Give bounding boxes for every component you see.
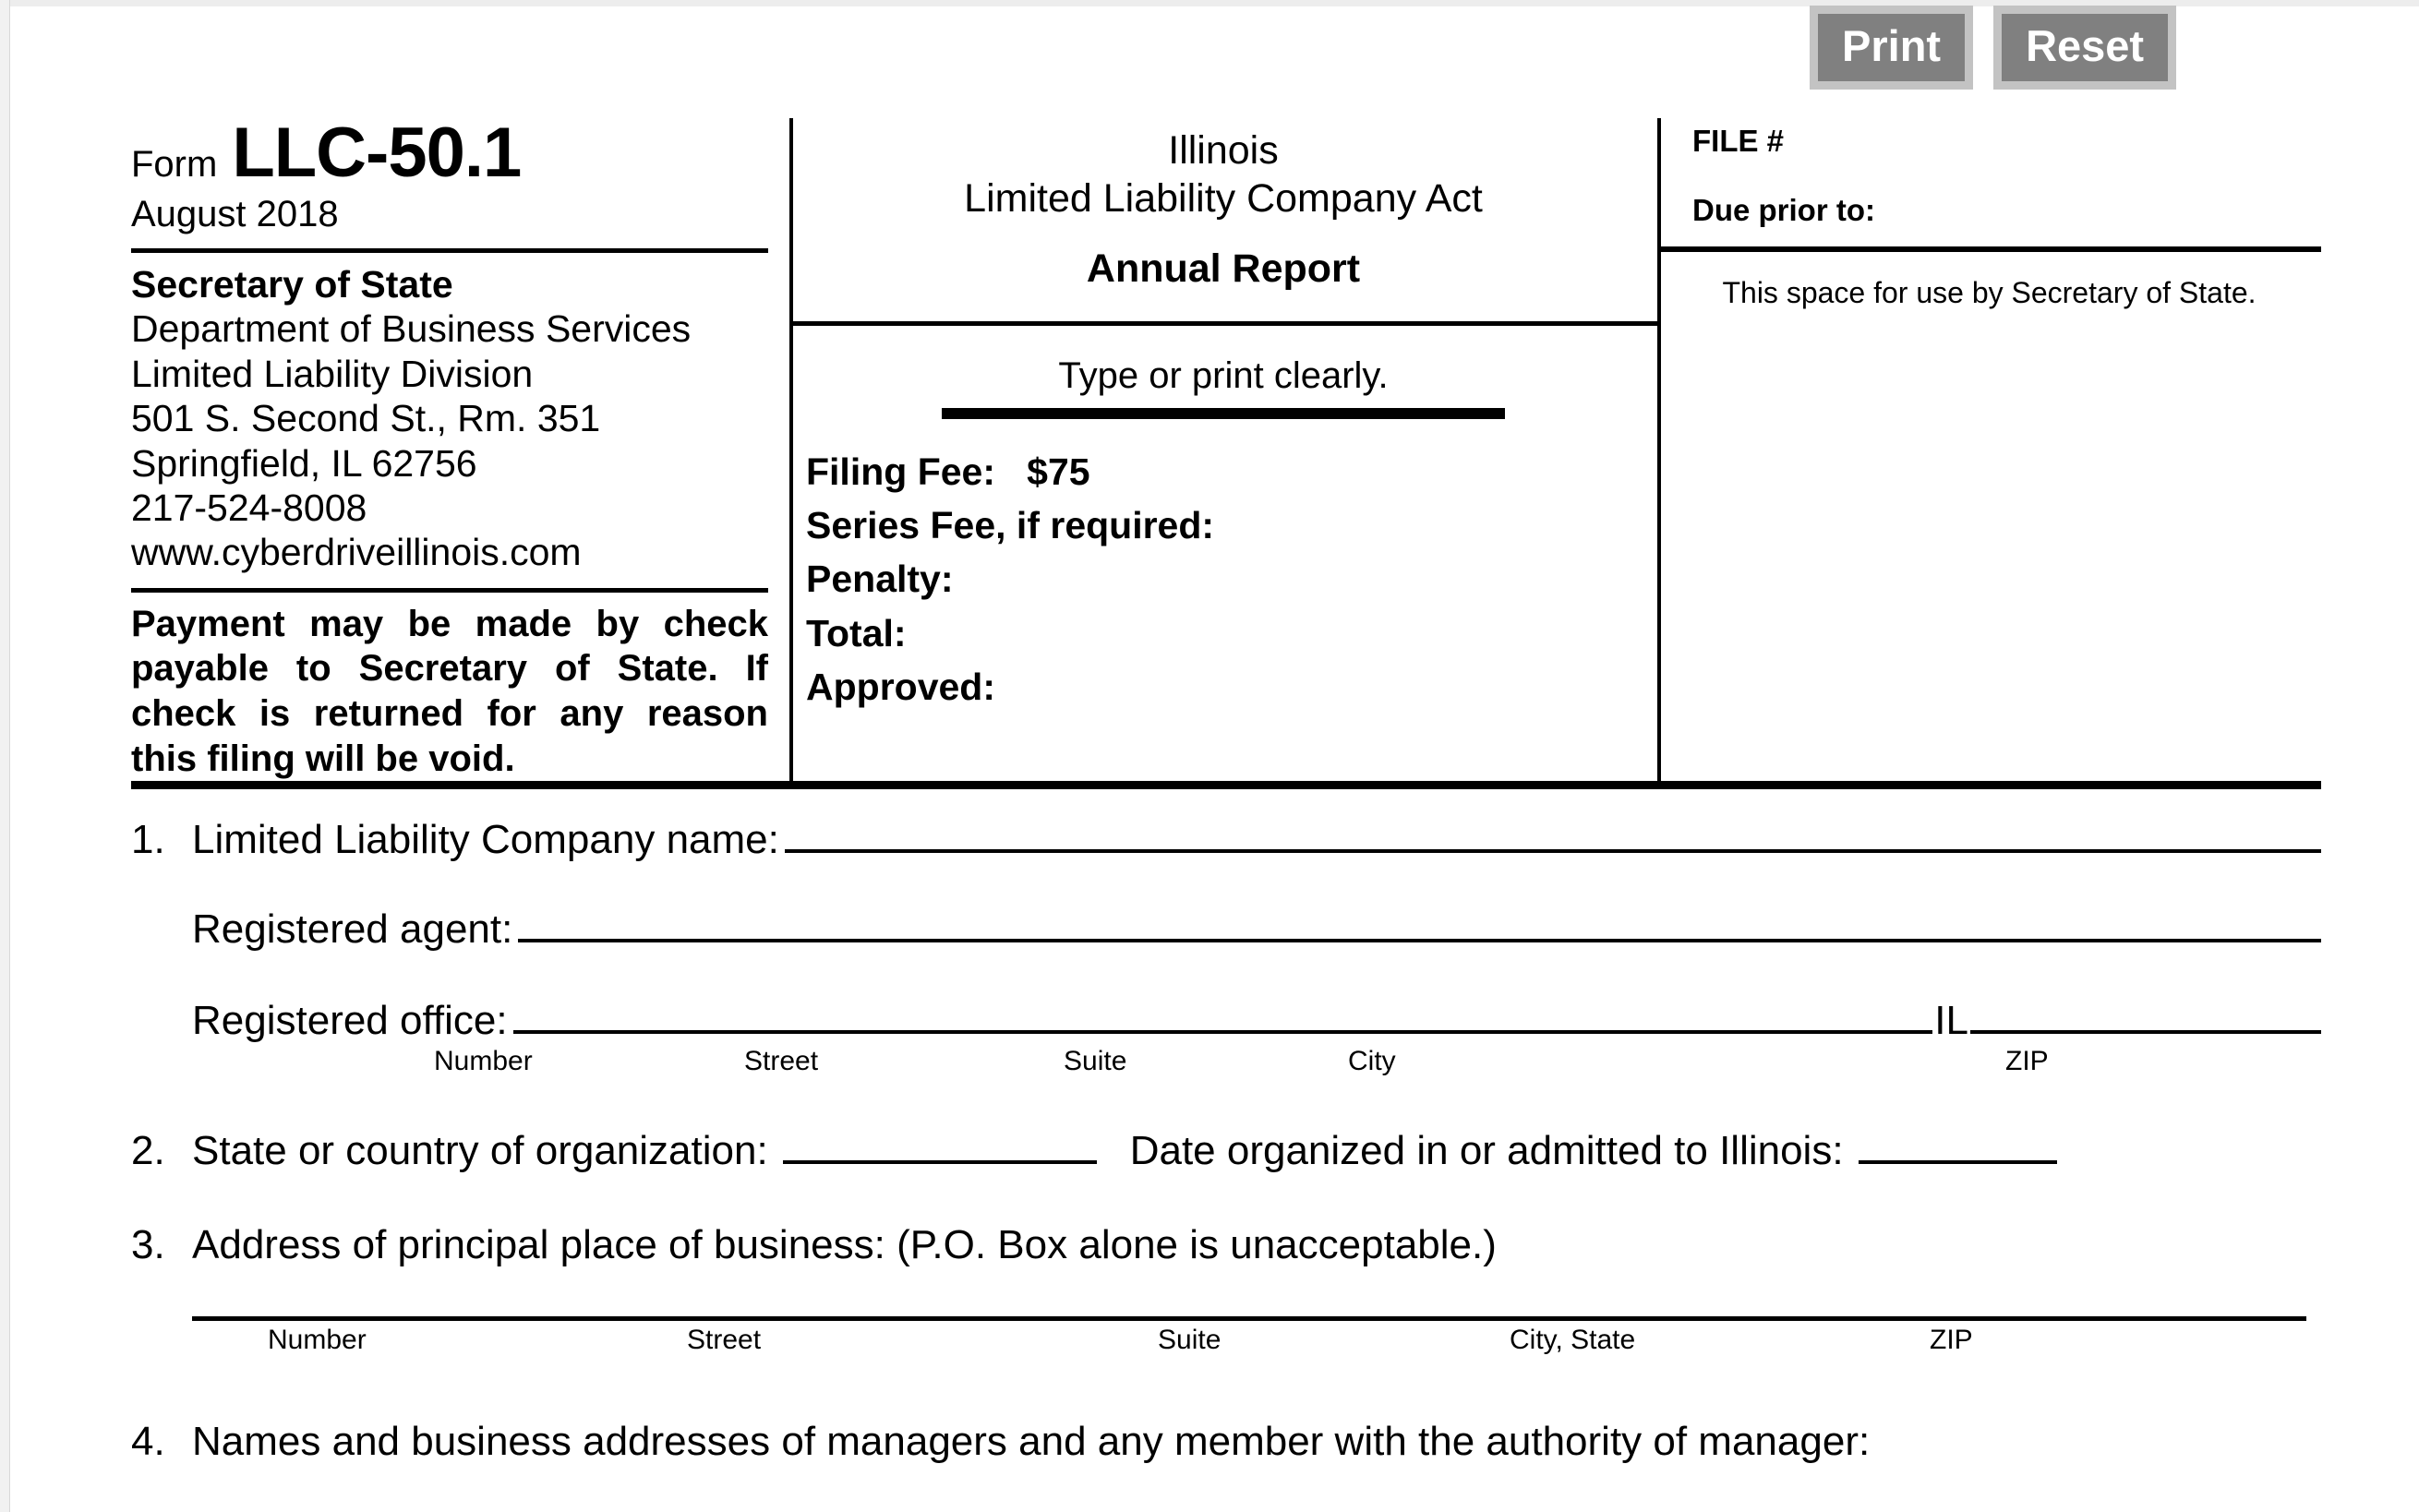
agency-address-line: Department of Business Services: [131, 307, 692, 351]
agency-phone: 217-524-8008: [131, 486, 367, 529]
registered-agent-input[interactable]: [518, 902, 2321, 942]
instruction-underline: [942, 408, 1505, 419]
agency-name: Secretary of State: [131, 263, 453, 306]
center-fee-block: [789, 326, 1657, 714]
header-left-column: [131, 114, 768, 782]
toolbar: [1810, 6, 2176, 90]
registered-office-sublabels: [131, 1046, 2321, 1086]
date-organized-label: Date organized in or admitted to Illinois:: [1129, 1128, 1844, 1173]
item-1-label: Limited Liability Company name:: [192, 817, 779, 862]
fee-row-series: Series Fee, if required:: [806, 504, 1215, 547]
item-2-number: 2.: [131, 1128, 165, 1173]
form-header: [131, 114, 2321, 785]
header-left-rule-2: [131, 588, 768, 593]
office-use-note: This space for use by Secretary of State.: [1722, 276, 2257, 309]
item-3-number: 3.: [131, 1222, 165, 1267]
item-3: [131, 1222, 2321, 1268]
sublabel-street: Street: [744, 1046, 819, 1076]
item-4: [131, 1419, 2321, 1465]
agency-address-line: Springfield, IL 62756: [131, 441, 477, 485]
form-word-label: Form: [131, 144, 218, 185]
item-4-label: Names and business addresses of managers and any member with the authority of manager:: [192, 1419, 1871, 1464]
item-3-label: Address of principal place of business: (P.O. Box alone is unacceptable.): [192, 1222, 1497, 1267]
item-1-number: 1.: [131, 817, 165, 862]
header-center-column: [789, 118, 1657, 785]
sublabel-zip: ZIP: [2005, 1046, 2049, 1076]
sublabel-zip: ZIP: [1930, 1325, 1973, 1355]
fee-row-penalty: Penalty:: [806, 558, 954, 601]
form-code: LLC-50.1: [232, 114, 522, 192]
company-name-input[interactable]: [785, 812, 2321, 853]
due-date-label: Due prior to:: [1692, 193, 1875, 227]
act-title: Limited Liability Company Act: [964, 175, 1483, 221]
registered-office-address-input[interactable]: [513, 993, 1933, 1034]
state-of-organization-input[interactable]: [783, 1123, 1097, 1164]
file-info-block: [1657, 118, 2321, 252]
sublabel-number: Number: [268, 1325, 367, 1355]
state-title: Illinois: [1168, 128, 1279, 173]
sublabel-suite: Suite: [1064, 1046, 1127, 1076]
item-4-number: 4.: [131, 1419, 165, 1464]
page-left-edge: [0, 0, 10, 1512]
fee-row-filing: Filing Fee: $75: [806, 450, 1090, 493]
registered-agent-label: Registered agent:: [192, 906, 513, 952]
registered-agent-row: [131, 902, 2321, 953]
payment-note: Payment may be made by check payable to Secretary of State. If check is returned for any reason this filing will be void.: [131, 603, 768, 780]
form-identifier: [131, 114, 768, 192]
header-bottom-rule: [131, 781, 2321, 789]
center-title-block: [789, 118, 1657, 326]
form-revision-date: August 2018: [131, 194, 339, 234]
item-2-label: State or country of organization:: [192, 1128, 768, 1173]
sublabel-street: Street: [687, 1325, 762, 1355]
registered-office-row: [131, 993, 2321, 1044]
instruction-text: Type or print clearly.: [1058, 355, 1389, 396]
file-number-label: FILE #: [1692, 124, 1785, 158]
principal-address-sublabels: [131, 1325, 2321, 1365]
sublabel-city-state: City, State: [1510, 1325, 1636, 1355]
sublabel-number: Number: [434, 1046, 533, 1076]
date-organized-input[interactable]: [1859, 1123, 2057, 1164]
registered-office-state: IL: [1934, 998, 1968, 1043]
office-use-block: [1657, 252, 2321, 310]
principal-address-input[interactable]: [192, 1316, 2306, 1321]
agency-website: www.cyberdriveillinois.com: [131, 531, 582, 574]
registered-office-label: Registered office:: [192, 998, 508, 1043]
fee-row-total: Total:: [806, 611, 907, 654]
report-title: Annual Report: [1086, 246, 1361, 292]
reset-button[interactable]: Reset: [1993, 6, 2176, 90]
fee-list: [789, 445, 1657, 714]
header-right-column: [1657, 118, 2321, 785]
print-button[interactable]: Print: [1810, 6, 1973, 90]
sublabel-suite: Suite: [1158, 1325, 1222, 1355]
agency-address-line: 501 S. Second St., Rm. 351: [131, 397, 601, 440]
agency-address-line: Limited Liability Division: [131, 352, 534, 395]
registered-office-zip-input[interactable]: [1970, 993, 2321, 1034]
header-left-rule-1: [131, 248, 768, 253]
item-1: [131, 812, 2321, 863]
sublabel-city: City: [1348, 1046, 1396, 1076]
form-body: [131, 812, 2321, 1465]
fee-row-approved: Approved:: [806, 665, 995, 708]
item-2: [131, 1123, 2321, 1174]
